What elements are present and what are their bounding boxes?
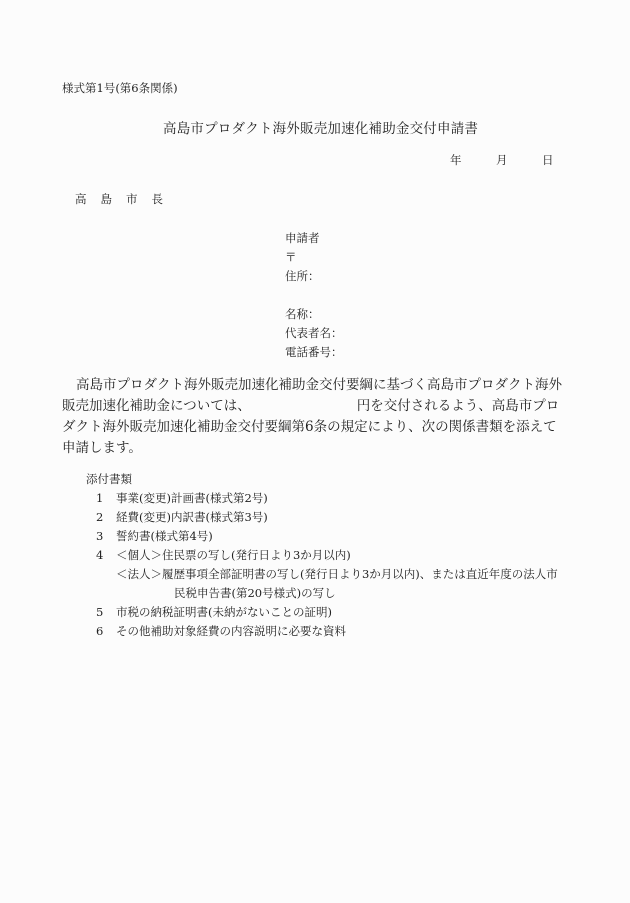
attachment-text: ＜法人＞履歴事項全部証明書の写し(発行日より3か月以内)、または直近年度の法人市	[116, 567, 558, 581]
attachments-heading: 添付書類	[86, 472, 132, 486]
attachment-item	[96, 527, 558, 546]
attachment-number: 1	[96, 491, 104, 505]
attachment-item	[96, 622, 558, 641]
attachment-item	[96, 603, 558, 622]
attachment-number: 2	[96, 510, 104, 524]
attachment-text: 市税の納税証明書(未納がないことの証明)	[116, 605, 332, 619]
attachment-text: その他補助対象経費の内容説明に必要な資料	[116, 624, 346, 638]
attachment-text: 事業(変更)計画書(様式第2号)	[116, 491, 268, 505]
attachment-text: 民税申告書(第20号様式)の写し	[174, 586, 336, 600]
addressee	[75, 191, 177, 207]
document-title: 高島市プロダクト海外販売加速化補助金交付申請書	[163, 121, 479, 137]
phone-field[interactable]: 電話番号：	[285, 345, 343, 359]
attachment-item-continued	[96, 565, 558, 584]
attachment-text: ＜個人＞住民票の写し(発行日より3か月以内)	[116, 548, 351, 562]
statement-part2: 円を交付されるよう、高島市プロダクト海外販売加速化補助金交付要綱第6条の規定により、次の関係書類を添えて申請します。	[62, 398, 560, 456]
attachment-text: 誓約書(様式第4号)	[116, 529, 213, 543]
attachments-list	[96, 489, 558, 641]
statement-part1: 高島市プロダクト海外販売加速化補助金交付要綱に基づく高島市プロダクト海外販売加速化補助金については、	[62, 377, 562, 414]
representative-field[interactable]: 代表者名：	[285, 326, 343, 340]
addressee-char: 市	[126, 192, 138, 206]
address-continuation	[285, 286, 343, 305]
attachment-number: 3	[96, 529, 104, 543]
date-year-field[interactable]: 年	[450, 153, 462, 167]
attachment-item	[96, 489, 558, 508]
postal-code-field[interactable]: 〒	[285, 250, 297, 264]
attachment-text: 経費(変更)内訳書(様式第3号)	[116, 510, 268, 524]
addressee-char: 高	[75, 192, 87, 206]
date-day-field[interactable]: 日	[542, 153, 554, 167]
address-field[interactable]: 住所：	[285, 269, 320, 283]
attachment-item	[96, 546, 558, 565]
attachment-number: 6	[96, 624, 104, 638]
addressee-char: 長	[151, 192, 163, 206]
attachment-item-continued	[96, 584, 558, 603]
addressee-char: 島	[100, 192, 112, 206]
applicant-heading: 申請者	[285, 231, 320, 245]
applicant-block	[285, 229, 343, 362]
attachment-number: 4	[96, 548, 104, 562]
name-field[interactable]: 名称：	[285, 307, 320, 321]
attachment-item	[96, 508, 558, 527]
form-number: 様式第1号(第6条関係)	[62, 81, 178, 95]
application-statement	[62, 375, 570, 459]
date-month-field[interactable]: 月	[496, 153, 508, 167]
attachment-number: 5	[96, 605, 104, 619]
